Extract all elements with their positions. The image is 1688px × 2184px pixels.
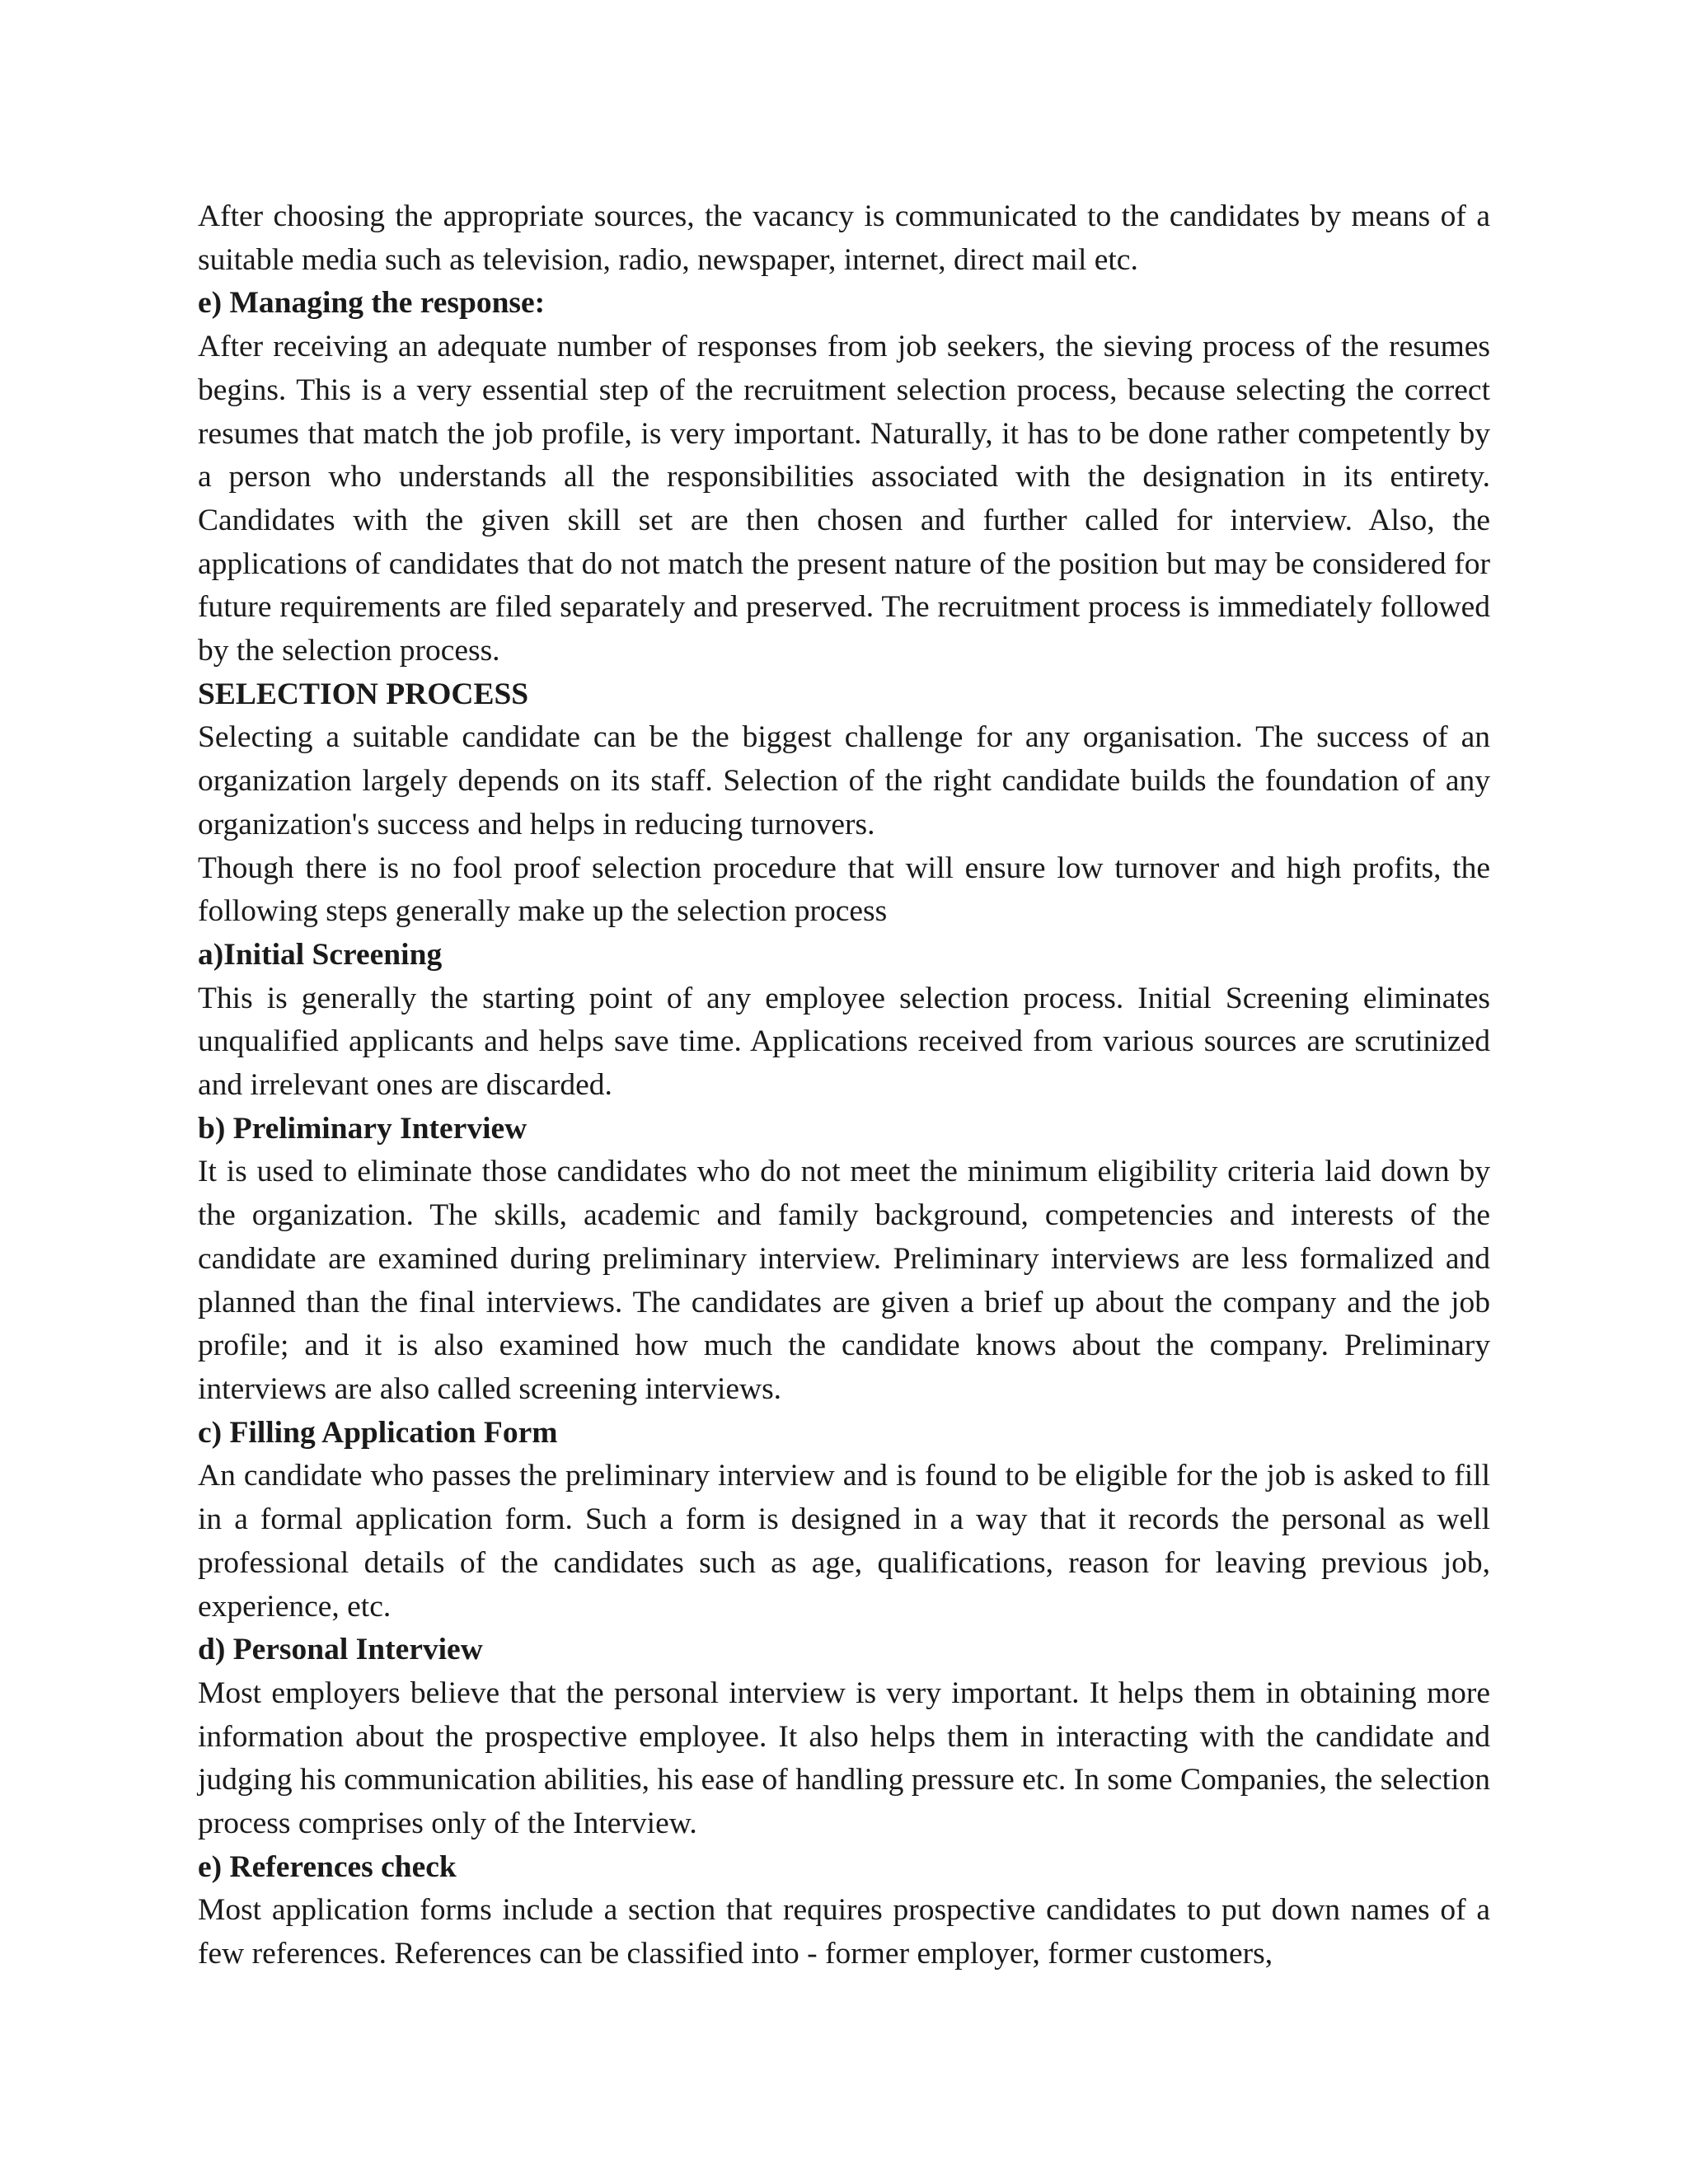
document-body — [198, 195, 1490, 1976]
heading-filling-application-form: c) Filling Application Form — [198, 1415, 558, 1450]
heading-initial-screening: a)Initial Screening — [198, 937, 443, 972]
intro-paragraph: After choosing the appropriate sources, the vacancy is communicated to the candidates by means of a suitable media such as television, radio, newspaper, internet, direct mail etc. — [198, 199, 1490, 277]
filling-application-form-paragraph: An candidate who passes the preliminary interview and is found to be eligible for the job is asked to fill in a formal application form. Such a form is designed in a way that it records the personal as well professional details of the candidates such as age, qualifications, reason for leaving previous job, experience, etc. — [198, 1459, 1490, 1624]
heading-managing-response: e) Managing the response: — [198, 286, 546, 321]
heading-personal-interview: d) Personal Interview — [198, 1633, 483, 1667]
selection-process-paragraph-2: Though there is no fool proof selection procedure that will ensure low turnover and high profits, the following steps generally make up the selection process — [198, 851, 1490, 929]
heading-references-check: e) References check — [198, 1849, 457, 1884]
personal-interview-paragraph: Most employers believe that the personal interview is very important. It helps them in obtaining more information about the prospective employee. It also helps them in interacting with the candidate and judging his communication abilities, his ease of handling pressure etc. In some Companies, the selection process comprises only of the Interview. — [198, 1675, 1490, 1841]
heading-selection-process: SELECTION PROCESS — [198, 677, 529, 711]
selection-process-paragraph-1: Selecting a suitable candidate can be the biggest challenge for any organisation. The success of an organization largely depends on its staff. Selection of the right candidate builds the foundation of any organization's success and helps in reducing turnovers. — [198, 720, 1490, 841]
preliminary-interview-paragraph: It is used to eliminate those candidates who do not meet the minimum eligibility criteria laid down by the organization. The skills, academic and family background, competencies and interests of the candidate are examined during preliminary interview. Preliminary interviews are less formalized and planned than the final interviews. The candidates are given a brief up about the company and the job profile; and it is also examined how much the candidate knows about the company. Preliminary interviews are also called screening interviews. — [198, 1155, 1490, 1406]
managing-response-paragraph: After receiving an adequate number of responses from job seekers, the sieving process of the resumes begins. This is a very essential step of the recruitment selection process, because selecting the correct resumes that match the job profile, is very important. Naturally, it has to be done rather competently by a person who understands all the responsibilities associated with the designation in its entirety. Candidates with the given skill set are then chosen and further called for interview. Also, the applications of candidates that do not match the present nature of the position but may be considered for future requirements are filed separately and preserved. The recruitment process is immediately followed by the selection process. — [198, 330, 1490, 668]
references-check-paragraph: Most application forms include a section that requires prospective candidates to put down names of a few references. References can be classified into - former employer, former customers, — [198, 1893, 1490, 1971]
initial-screening-paragraph: This is generally the starting point of any employee selection process. Initial Screening eliminates unqualified applicants and helps save time. Applications received from various sources are scrutinized and irrelevant ones are discarded. — [198, 981, 1490, 1103]
heading-preliminary-interview: b) Preliminary Interview — [198, 1111, 528, 1146]
